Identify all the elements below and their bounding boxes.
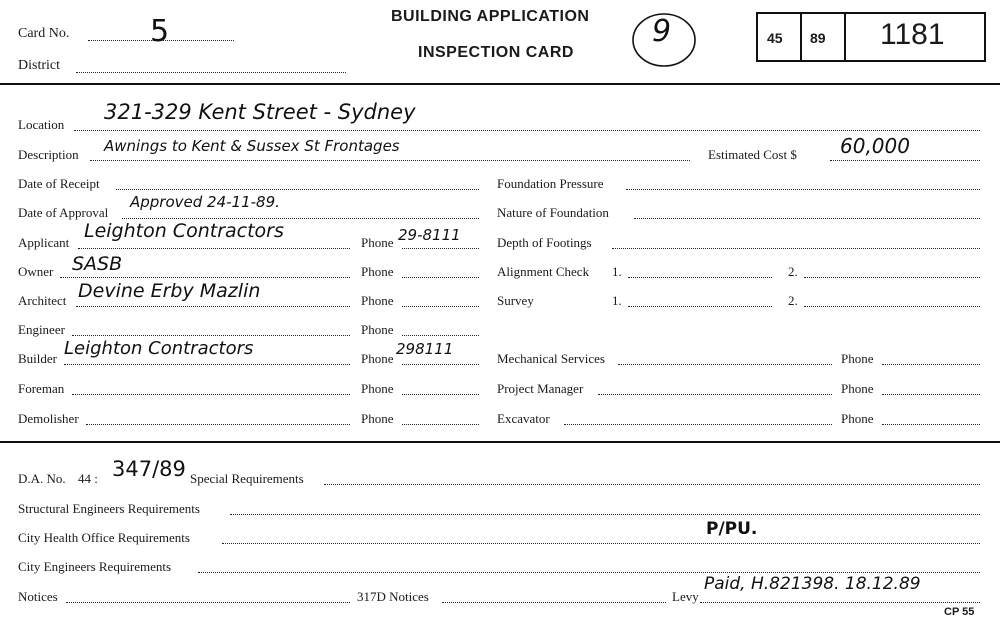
card-number: 1181: [880, 18, 945, 51]
description-label: Description: [18, 147, 79, 162]
box-cell-2: 89: [810, 30, 826, 46]
demolisher-phone-label: Phone: [361, 411, 394, 426]
nature-of-foundation-label: Nature of Foundation: [497, 205, 609, 220]
alignment-check-num2: 2.: [788, 264, 798, 279]
da-value: 347/89: [112, 457, 186, 481]
card-no-label: Card No.: [18, 26, 70, 41]
depth-of-footings-label: Depth of Footings: [497, 235, 592, 250]
applicant-phone-value: 29-8111: [398, 226, 461, 244]
applicant-phone-line: [402, 248, 479, 249]
engineer-line: [72, 335, 350, 336]
applicant-value: Leighton Contractors: [84, 220, 284, 242]
foreman-phone-label: Phone: [361, 381, 394, 396]
builder-value: Leighton Contractors: [64, 338, 254, 359]
architect-label: Architect: [18, 293, 67, 308]
mechanical-services-phone-label: Phone: [841, 351, 874, 366]
card-number-box: [756, 12, 986, 62]
engineer-phone-label: Phone: [361, 322, 394, 337]
form-code: CP 55: [944, 606, 975, 618]
special-requirements-line: [324, 484, 980, 485]
owner-phone-label: Phone: [361, 264, 394, 279]
architect-phone-line: [402, 306, 479, 307]
notices-317d-line: [442, 602, 666, 603]
location-label: Location: [18, 117, 65, 132]
depth-of-footings-line: [612, 248, 980, 249]
project-manager-line: [598, 394, 832, 395]
date-of-approval-value: Approved 24-11-89.: [130, 193, 280, 211]
description-line: [90, 160, 690, 161]
levy-value: Paid, H.821398. 18.12.89: [704, 574, 921, 594]
mechanical-services-line: [618, 364, 832, 365]
title-line-2: INSPECTION CARD: [418, 44, 574, 61]
estimated-cost-value: 60,000: [840, 134, 910, 158]
mechanical-services-label: Mechanical Services: [497, 351, 605, 366]
excavator-line: [564, 424, 832, 425]
nature-of-foundation-line: [634, 218, 980, 219]
applicant-phone-label: Phone: [361, 235, 394, 250]
box-divider-1: [800, 14, 802, 60]
structural-engineers-line: [230, 514, 980, 515]
notices-label: Notices: [18, 589, 58, 604]
title-line-1: BUILDING APPLICATION: [391, 8, 590, 25]
architect-phone-label: Phone: [361, 293, 394, 308]
foreman-line: [72, 394, 350, 395]
builder-line: [64, 364, 350, 365]
levy-line: [700, 602, 980, 603]
foreman-phone-line: [402, 394, 479, 395]
header-rule: [0, 83, 1000, 85]
architect-value: Devine Erby Mazlin: [78, 280, 261, 302]
foundation-pressure-label: Foundation Pressure: [497, 176, 604, 191]
owner-label: Owner: [18, 264, 54, 279]
survey-line-1: [628, 306, 772, 307]
city-health-line: [222, 543, 980, 544]
excavator-phone-label: Phone: [841, 411, 874, 426]
mechanical-services-phone-line: [882, 364, 980, 365]
builder-phone-line: [402, 364, 479, 365]
circled-number: 9: [652, 14, 672, 49]
estimated-cost-label: Estimated Cost $: [708, 147, 797, 162]
date-of-receipt-line: [116, 189, 479, 190]
architect-line: [76, 306, 350, 307]
demolisher-label: Demolisher: [18, 411, 79, 426]
date-of-receipt-label: Date of Receipt: [18, 176, 100, 191]
description-value: Awnings to Kent & Sussex St Frontages: [104, 137, 400, 155]
excavator-phone-line: [882, 424, 980, 425]
owner-value: SASB: [72, 253, 123, 275]
survey-num2: 2.: [788, 293, 798, 308]
excavator-label: Excavator: [497, 411, 550, 426]
project-manager-phone-label: Phone: [841, 381, 874, 396]
city-engineers-line: [198, 572, 980, 573]
location-line: [74, 130, 980, 131]
location-value: 321-329 Kent Street - Sydney: [104, 100, 416, 124]
district-label: District: [18, 58, 60, 73]
date-of-approval-label: Date of Approval: [18, 205, 109, 220]
city-health-label: City Health Office Requirements: [18, 530, 190, 545]
special-requirements-label: Special Requirements: [190, 471, 304, 486]
alignment-check-line-1: [628, 277, 772, 278]
notices-317d-label: 317D Notices: [357, 589, 429, 604]
survey-label: Survey: [497, 293, 534, 308]
foreman-label: Foreman: [18, 381, 65, 396]
survey-num1: 1.: [612, 293, 622, 308]
engineer-phone-line: [402, 335, 479, 336]
levy-label: Levy: [672, 589, 699, 604]
notices-line: [66, 602, 350, 603]
owner-phone-line: [402, 277, 479, 278]
structural-engineers-label: Structural Engineers Requirements: [18, 501, 200, 516]
project-manager-label: Project Manager: [497, 381, 584, 396]
district-line: [76, 72, 346, 73]
alignment-check-num1: 1.: [612, 264, 622, 279]
city-health-value: P/PU.: [706, 519, 758, 539]
date-of-approval-line: [122, 218, 479, 219]
foundation-pressure-line: [626, 189, 980, 190]
da-no-label: D.A. No.: [18, 471, 66, 486]
demolisher-line: [86, 424, 350, 425]
da-prefix: 44 :: [78, 471, 98, 486]
alignment-check-line-2: [804, 277, 980, 278]
builder-phone-value: 298111: [396, 340, 454, 358]
builder-label: Builder: [18, 351, 57, 366]
estimated-cost-line: [830, 160, 980, 161]
box-cell-1: 45: [767, 30, 783, 46]
card-no-value: 5: [150, 14, 170, 49]
owner-line: [60, 277, 350, 278]
engineer-label: Engineer: [18, 322, 65, 337]
builder-phone-label: Phone: [361, 351, 394, 366]
details-rule: [0, 441, 1000, 443]
alignment-check-label: Alignment Check: [497, 264, 590, 279]
survey-line-2: [804, 306, 980, 307]
demolisher-phone-line: [402, 424, 479, 425]
city-engineers-label: City Engineers Requirements: [18, 559, 172, 574]
applicant-line: [78, 248, 350, 249]
box-divider-2: [844, 14, 846, 60]
applicant-label: Applicant: [18, 235, 70, 250]
project-manager-phone-line: [882, 394, 980, 395]
